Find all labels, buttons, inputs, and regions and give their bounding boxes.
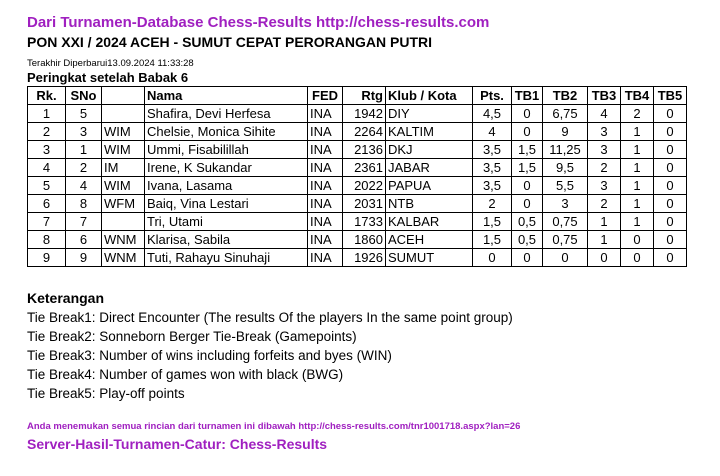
- cell-sno: 4: [66, 177, 102, 195]
- cell-tb5: 0: [654, 231, 687, 249]
- note-item: Tie Break1: Direct Encounter (The results Of the players In the same point group): [27, 310, 513, 325]
- cell-name[interactable]: Klarisa, Sabila: [145, 231, 308, 249]
- cell-name[interactable]: Shafira, Devi Herfesa: [145, 105, 308, 123]
- cell-rating: 2031: [343, 195, 386, 213]
- cell-club: NTB: [386, 195, 473, 213]
- cell-sno: 9: [66, 249, 102, 267]
- cell-tb3: 2: [588, 159, 621, 177]
- cell-tb1: 1,5: [512, 141, 543, 159]
- cell-club: ACEH: [386, 231, 473, 249]
- cell-sno: 8: [66, 195, 102, 213]
- col-tb2: TB2: [543, 87, 588, 105]
- cell-tb1: 0,5: [512, 231, 543, 249]
- cell-tb4: 1: [621, 159, 654, 177]
- cell-points: 3,5: [473, 141, 512, 159]
- cell-fed: INA: [308, 249, 343, 267]
- cell-title: [102, 213, 145, 231]
- cell-name[interactable]: Chelsie, Monica Sihite: [145, 123, 308, 141]
- cell-club: KALTIM: [386, 123, 473, 141]
- ranking-table: [27, 86, 687, 267]
- table-row: [28, 249, 687, 267]
- cell-tb1: 0: [512, 123, 543, 141]
- cell-tb3: 3: [588, 177, 621, 195]
- col-title: [102, 87, 145, 105]
- cell-tb4: 1: [621, 177, 654, 195]
- cell-title: WNM: [102, 249, 145, 267]
- ranking-rows: [28, 105, 687, 267]
- cell-points: 2: [473, 195, 512, 213]
- cell-tb4: 1: [621, 195, 654, 213]
- cell-fed: INA: [308, 213, 343, 231]
- col-club: Klub / Kota: [386, 87, 473, 105]
- cell-fed: INA: [308, 123, 343, 141]
- cell-fed: INA: [308, 159, 343, 177]
- cell-rank: 3: [28, 141, 66, 159]
- cell-title: IM: [102, 159, 145, 177]
- cell-tb3: 3: [588, 123, 621, 141]
- cell-fed: INA: [308, 231, 343, 249]
- cell-tb1: 0: [512, 195, 543, 213]
- table-row: [28, 159, 687, 177]
- cell-tb4: 1: [621, 123, 654, 141]
- cell-tb5: 0: [654, 141, 687, 159]
- cell-tb1: 0: [512, 105, 543, 123]
- cell-rating: 2361: [343, 159, 386, 177]
- cell-tb3: 1: [588, 213, 621, 231]
- cell-name[interactable]: Baiq, Vina Lestari: [145, 195, 308, 213]
- cell-tb1: 1,5: [512, 159, 543, 177]
- col-tb3: TB3: [588, 87, 621, 105]
- cell-tb4: 1: [621, 213, 654, 231]
- cell-tb4: 2: [621, 105, 654, 123]
- cell-tb2: 11,25: [543, 141, 588, 159]
- cell-rank: 9: [28, 249, 66, 267]
- cell-sno: 5: [66, 105, 102, 123]
- cell-club: DKJ: [386, 141, 473, 159]
- cell-club: DIY: [386, 105, 473, 123]
- cell-tb2: 0: [543, 249, 588, 267]
- table-row: [28, 123, 687, 141]
- table-header-row: [28, 87, 687, 105]
- cell-tb5: 0: [654, 177, 687, 195]
- cell-rating: 1860: [343, 231, 386, 249]
- cell-sno: 1: [66, 141, 102, 159]
- cell-rating: 2264: [343, 123, 386, 141]
- cell-tb4: 1: [621, 141, 654, 159]
- cell-points: 3,5: [473, 159, 512, 177]
- cell-title: WIM: [102, 177, 145, 195]
- cell-tb4: 0: [621, 249, 654, 267]
- cell-rating: 1733: [343, 213, 386, 231]
- table-row: [28, 141, 687, 159]
- cell-tb2: 3: [543, 195, 588, 213]
- table-row: [28, 231, 687, 249]
- note-item: Tie Break2: Sonneborn Berger Tie-Break (Gamepoints): [27, 329, 357, 344]
- cell-points: 3,5: [473, 177, 512, 195]
- cell-name[interactable]: Irene, K Sukandar: [145, 159, 308, 177]
- cell-rank: 6: [28, 195, 66, 213]
- details-link[interactable]: Anda menemukan semua rincian dari turnamen ini dibawah http://chess-results.com/tnr1001718.aspx?lan=26: [27, 421, 521, 432]
- col-name: Nama: [145, 87, 308, 105]
- cell-tb1: 0: [512, 249, 543, 267]
- cell-tb2: 9: [543, 123, 588, 141]
- cell-club: PAPUA: [386, 177, 473, 195]
- cell-tb5: 0: [654, 249, 687, 267]
- cell-points: 1,5: [473, 231, 512, 249]
- col-fed: FED: [308, 87, 343, 105]
- cell-sno: 7: [66, 213, 102, 231]
- cell-tb5: 0: [654, 123, 687, 141]
- cell-tb1: 0: [512, 177, 543, 195]
- cell-title: WFM: [102, 195, 145, 213]
- col-sno: SNo: [66, 87, 102, 105]
- col-rating: Rtg: [343, 87, 386, 105]
- notes-heading: Keterangan: [27, 290, 105, 306]
- cell-tb5: 0: [654, 159, 687, 177]
- cell-tb2: 6,75: [543, 105, 588, 123]
- table-row: [28, 177, 687, 195]
- cell-rating: 1926: [343, 249, 386, 267]
- cell-tb1: 0,5: [512, 213, 543, 231]
- cell-name[interactable]: Ivana, Lasama: [145, 177, 308, 195]
- note-item: Tie Break3: Number of wins including forfeits and byes (WIN): [27, 348, 392, 363]
- cell-tb5: 0: [654, 195, 687, 213]
- cell-tb2: 9,5: [543, 159, 588, 177]
- cell-tb3: 1: [588, 231, 621, 249]
- cell-tb2: 0,75: [543, 231, 588, 249]
- cell-fed: INA: [308, 177, 343, 195]
- cell-fed: INA: [308, 141, 343, 159]
- note-item: Tie Break5: Play-off points: [27, 386, 185, 401]
- cell-tb4: 0: [621, 231, 654, 249]
- tournament-title: PON XXI / 2024 ACEH - SUMUT CEPAT PERORANGAN PUTRI: [27, 34, 433, 50]
- cell-tb3: 0: [588, 249, 621, 267]
- cell-points: 0: [473, 249, 512, 267]
- cell-rank: 4: [28, 159, 66, 177]
- cell-rating: 2022: [343, 177, 386, 195]
- cell-sno: 2: [66, 159, 102, 177]
- cell-rating: 1942: [343, 105, 386, 123]
- cell-rating: 2136: [343, 141, 386, 159]
- cell-points: 4,5: [473, 105, 512, 123]
- tiebreak-notes: [27, 289, 707, 403]
- col-rank: Rk.: [28, 87, 66, 105]
- page-content: [27, 14, 707, 453]
- cell-points: 4: [473, 123, 512, 141]
- cell-title: WNM: [102, 231, 145, 249]
- cell-rank: 5: [28, 177, 66, 195]
- cell-rank: 7: [28, 213, 66, 231]
- cell-tb5: 0: [654, 105, 687, 123]
- source-link[interactable]: Dari Turnamen-Database Chess-Results http://chess-results.com: [27, 14, 490, 31]
- col-tb5: TB5: [654, 87, 687, 105]
- cell-tb5: 0: [654, 213, 687, 231]
- cell-name[interactable]: Tri, Utami: [145, 213, 308, 231]
- last-updated: Terakhir Diperbarui13.09.2024 11:33:28: [27, 58, 194, 69]
- cell-tb2: 0,75: [543, 213, 588, 231]
- col-tb4: TB4: [621, 87, 654, 105]
- cell-points: 1,5: [473, 213, 512, 231]
- col-tb1: TB1: [512, 87, 543, 105]
- note-item: Tie Break4: Number of games won with black (BWG): [27, 367, 344, 382]
- cell-name[interactable]: Tuti, Rahayu Sinuhaji: [145, 249, 308, 267]
- cell-title: WIM: [102, 123, 145, 141]
- cell-club: JABAR: [386, 159, 473, 177]
- table-row: [28, 105, 687, 123]
- cell-rank: 1: [28, 105, 66, 123]
- table-row: [28, 213, 687, 231]
- cell-title: [102, 105, 145, 123]
- cell-tb3: 2: [588, 195, 621, 213]
- cell-sno: 3: [66, 123, 102, 141]
- cell-rank: 2: [28, 123, 66, 141]
- server-link[interactable]: Server-Hasil-Turnamen-Catur: Chess-Results: [27, 436, 328, 452]
- cell-tb3: 4: [588, 105, 621, 123]
- col-points: Pts.: [473, 87, 512, 105]
- cell-name[interactable]: Ummi, Fisabilillah: [145, 141, 308, 159]
- cell-title: WIM: [102, 141, 145, 159]
- cell-tb3: 3: [588, 141, 621, 159]
- cell-fed: INA: [308, 105, 343, 123]
- cell-tb2: 5,5: [543, 177, 588, 195]
- ranking-subtitle: Peringkat setelah Babak 6: [27, 70, 189, 85]
- cell-fed: INA: [308, 195, 343, 213]
- cell-club: KALBAR: [386, 213, 473, 231]
- cell-rank: 8: [28, 231, 66, 249]
- cell-sno: 6: [66, 231, 102, 249]
- cell-club: SUMUT: [386, 249, 473, 267]
- table-row: [28, 195, 687, 213]
